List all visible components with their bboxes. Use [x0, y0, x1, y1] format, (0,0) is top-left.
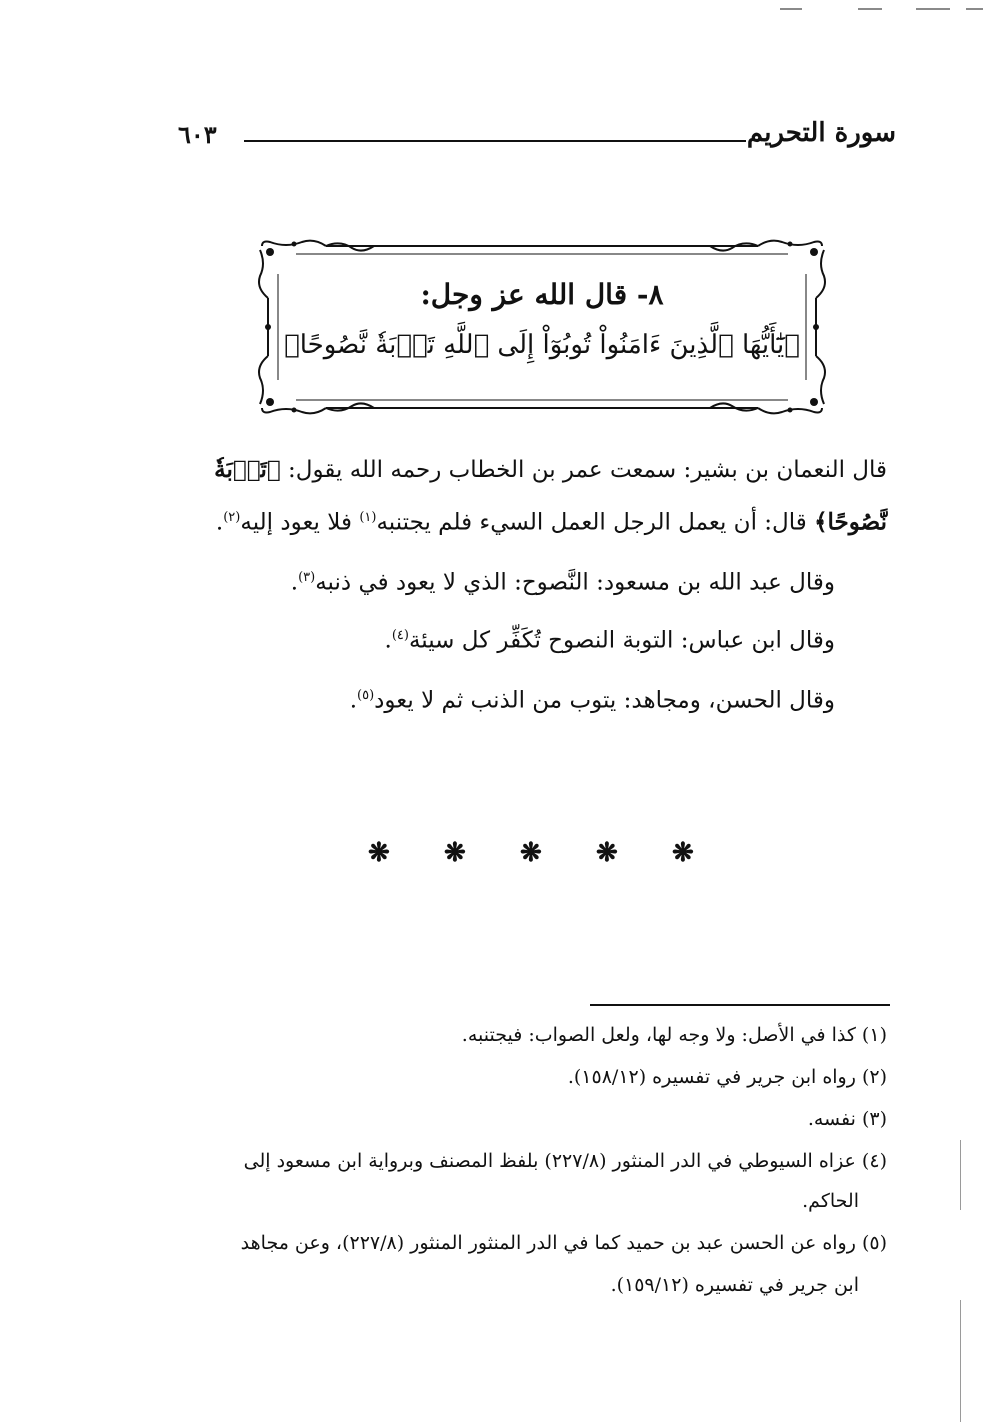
- footnote-ref[interactable]: (١): [359, 510, 377, 525]
- body-line: [291, 554, 835, 607]
- footnote-ref[interactable]: (٤): [391, 628, 409, 643]
- footnote-3: (٣) نفسه.: [807, 1108, 887, 1130]
- page-number: ٦٠٣: [178, 120, 217, 149]
- ornamental-verse-frame: [256, 238, 828, 416]
- quoted-verse: ﴿تَوۡبَةٗ: [214, 456, 281, 483]
- scan-margin-line: [960, 1300, 961, 1422]
- body-text: .: [349, 687, 358, 714]
- footnote-4-line-2: الحاكم.: [802, 1190, 859, 1212]
- star-ornament: ❋: [444, 838, 466, 868]
- body-line: [385, 612, 836, 665]
- running-header: [178, 118, 896, 158]
- quran-verse: ﴿يَٰٓأَيُّهَا ٱلَّذِينَ ءَامَنُواْ تُوبُوٓاْ إِلَى ٱللَّهِ تَوۡبَةٗ نَّصُوحًا﴾: [284, 330, 800, 360]
- body-line: [350, 672, 835, 725]
- body-text: وقال الحسن، ومجاهد: يتوب من الذنب ثم لا يعود: [374, 687, 835, 714]
- body-text: .: [290, 569, 299, 596]
- section-heading: ٨- قال الله عز وجل:: [420, 278, 664, 311]
- body-text: فلا يعود إليه: [240, 509, 360, 536]
- scan-artifact-lines: [780, 8, 983, 12]
- body-line: [216, 494, 887, 547]
- body-text: قال النعمان بن بشير: سمعت عمر بن الخطاب رحمه الله يقول:: [280, 457, 887, 483]
- footnote-2: (٢) رواه ابن جرير في تفسيره (١٥٨/١٢).: [567, 1066, 887, 1088]
- footnote-5-line-2: ابن جرير في تفسيره (١٥٩/١٢).: [610, 1274, 859, 1296]
- footnote-ref[interactable]: (٣): [298, 570, 316, 585]
- body-text: وقال عبد الله بن مسعود: النَّصوح: الذي لا يعود في ذنبه: [315, 569, 835, 596]
- scan-margin-line: [960, 1140, 961, 1210]
- star-separator: [360, 838, 700, 868]
- body-text: وقال ابن عباس: التوبة النصوح تُكَفِّر كل سيئة: [408, 627, 835, 654]
- quoted-verse: نَّصُوحًا﴾: [814, 508, 887, 536]
- footnote-1: (١) كذا في الأصل: ولا وجه لها، ولعل الصواب: فيجتنبه.: [461, 1024, 887, 1046]
- body-text: .: [215, 509, 224, 536]
- star-ornament: ❋: [520, 838, 542, 868]
- footnote-4-line-1: (٤) عزاه السيوطي في الدر المنثور (٢٢٧/٨) بلفظ المصنف وبرواية ابن مسعود إلى: [243, 1150, 887, 1172]
- star-ornament: ❋: [672, 838, 694, 868]
- footnote-ref[interactable]: (٢): [223, 510, 241, 525]
- body-text: قال: أن يعمل الرجل العمل السيء فلم يجتنبه: [376, 509, 815, 536]
- body-text: .: [384, 627, 392, 654]
- ornament-border: [256, 238, 828, 416]
- footnote-ref[interactable]: (٥): [357, 688, 375, 703]
- footnote-separator: [590, 1004, 890, 1006]
- body-line: [214, 446, 887, 494]
- surah-title: سورة التحريم: [746, 118, 896, 148]
- star-ornament: ❋: [368, 838, 390, 868]
- footnote-5-line-1: (٥) رواه عن الحسن عبد بن حميد كما في الدر المنثور المنثور (٢٢٧/٨)، وعن مجاهد: [240, 1232, 887, 1254]
- header-rule: [244, 140, 746, 142]
- star-ornament: ❋: [596, 838, 618, 868]
